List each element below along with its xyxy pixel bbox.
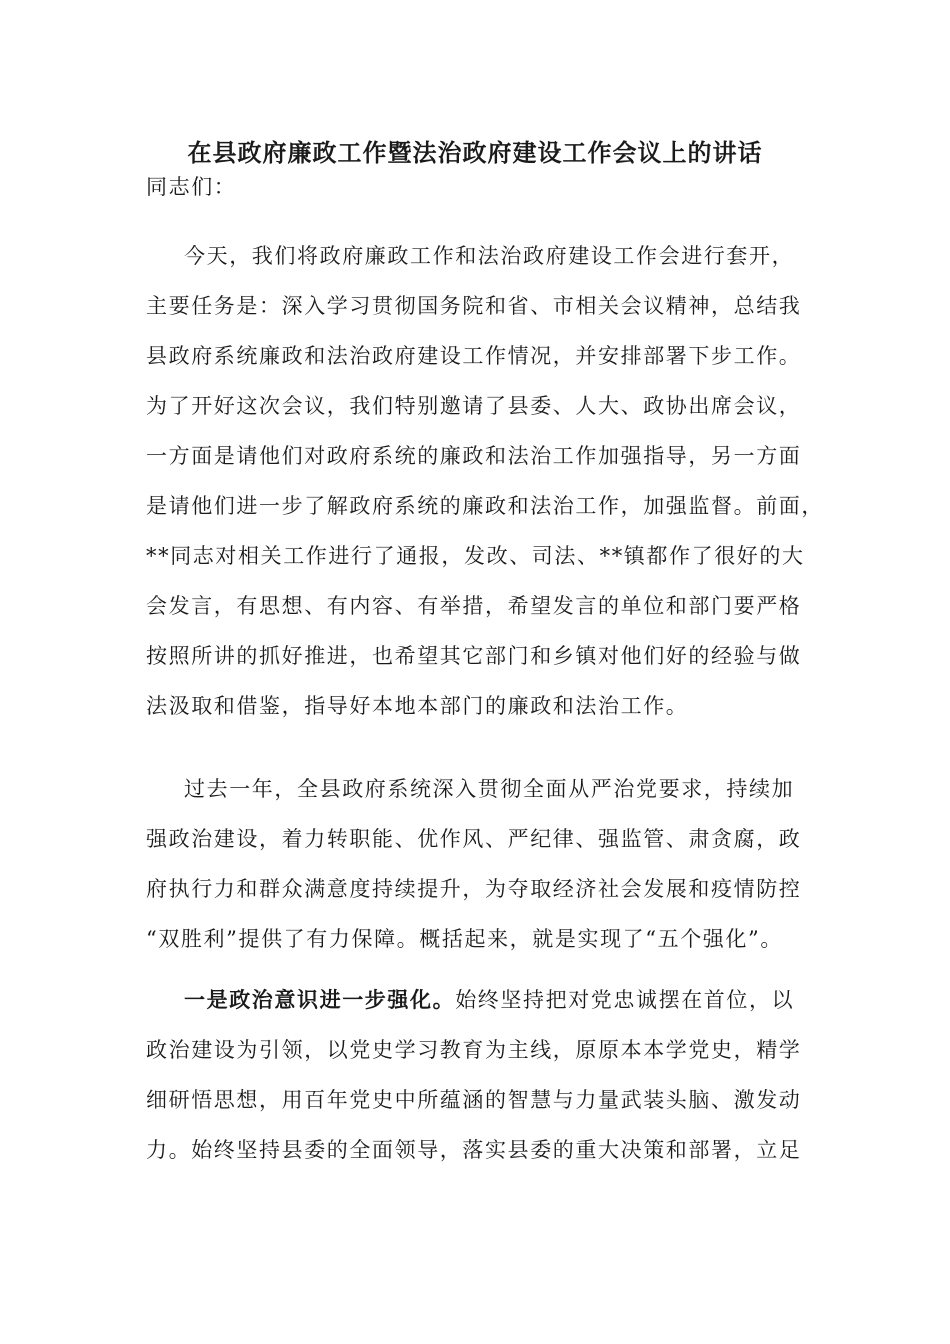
- paragraph-line: 按照所讲的抓好推进，也希望其它部门和乡镇对他们好的经验与做: [146, 644, 802, 668]
- paragraph-line: 主要任务是：深入学习贯彻国务院和省、市相关会议精神，总结我: [146, 294, 802, 318]
- paragraph-line: **同志对相关工作进行了通报，发改、司法、**镇都作了很好的大: [146, 544, 805, 568]
- paragraph-lead-heading: 一是政治意识进一步强化。: [184, 987, 456, 1012]
- paragraph-line: 会发言，有思想、有内容、有举措，希望发言的单位和部门要严格: [146, 594, 802, 618]
- paragraph-intro: [146, 231, 826, 731]
- paragraph-line: 法汲取和借鉴，指导好本地本部门的廉政和法治工作。: [146, 694, 689, 718]
- document-title: 在县政府廉政工作暨法治政府建设工作会议上的讲话: [187, 139, 763, 167]
- paragraph-line: “双胜利”提供了有力保障。概括起来，就是实现了“五个强化”。: [146, 927, 783, 951]
- paragraph-line-rest: 始终坚持把对党忠诚摆在首位，以: [455, 988, 795, 1012]
- paragraph-line: [146, 975, 826, 1025]
- paragraph-line: 力。始终坚持县委的全面领导，落实县委的重大决策和部署，立足: [146, 1138, 802, 1162]
- paragraph-line: 为了开好这次会议，我们特别邀请了县委、人大、政协出席会议，: [146, 394, 802, 418]
- paragraph-line: 今天，我们将政府廉政工作和法治政府建设工作会进行套开，: [184, 244, 795, 268]
- paragraph-line: 县政府系统廉政和法治政府建设工作情况，并安排部署下步工作。: [146, 344, 802, 368]
- paragraph-political-awareness: [146, 975, 826, 1175]
- paragraph-line: 细研悟思想，用百年党史中所蕴涵的智慧与力量武装头脑、激发动: [146, 1088, 802, 1112]
- paragraph-line: 一方面是请他们对政府系统的廉政和法治工作加强指导，另一方面: [146, 444, 802, 468]
- paragraph-line: 是请他们进一步了解政府系统的廉政和法治工作，加强监督。前面，: [146, 494, 824, 518]
- paragraph-line: 强政治建设，着力转职能、优作风、严纪律、强监管、肃贪腐，政: [146, 827, 802, 851]
- paragraph-line: 府执行力和群众满意度持续提升，为夺取经济社会发展和疫情防控: [146, 877, 802, 901]
- paragraph-line: 政治建设为引领，以党史学习教育为主线，原原本本学党史，精学: [146, 1038, 802, 1062]
- greeting: 同志们：: [146, 175, 237, 199]
- paragraph-line: 过去一年，全县政府系统深入贯彻全面从严治党要求，持续加: [184, 777, 795, 801]
- paragraph-review: [146, 764, 826, 964]
